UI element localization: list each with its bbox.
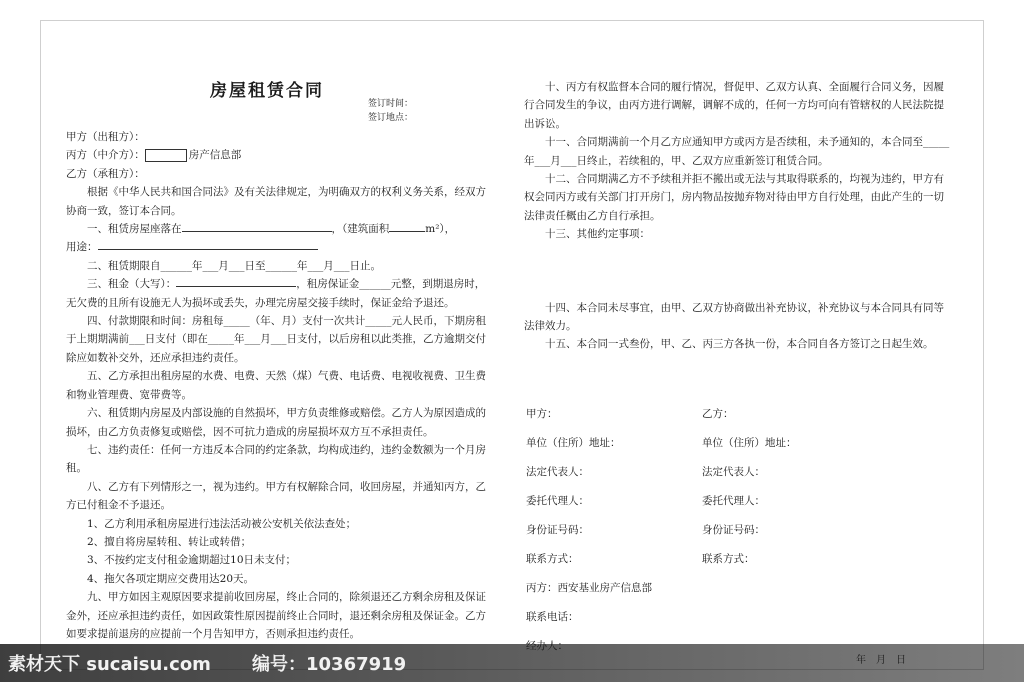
clause-11: 十一、合同期满前一个月乙方应通知甲方或丙方是否续租，未予通知的，本合同至_____年___月___日终止，若续租的，甲、乙双方应重新签订租赁合同。 <box>524 136 950 167</box>
agency-name-box <box>145 149 187 162</box>
clause-9: 九、甲方如因主观原因要求提前收回房屋，终止合同的，除须退还乙方剩余房租及保证金外，还应承担违约责任，如因政策性原因提前终止合同时，退还剩余房租及保证金。乙方如要求提前退房的应提前一个月告知甲方，否则承担违约责任。 <box>66 591 486 640</box>
clause-14: 十四、本合同未尽事宜，由甲、乙双方协商做出补充协议，补充协议与本合同具有同等法律效力。 <box>524 301 944 333</box>
clause-1-text-c: m²）， <box>425 223 456 236</box>
clause-10: 十、丙方有权监督本合同的履行情况，督促甲、乙双方认真、全面履行合同义务，因履行合同发生的争议，由丙方进行调解，调解不成的，任何一方均可向有管辖权的人民法院提出诉讼。 <box>524 81 944 130</box>
usage-label: 用途： <box>66 241 98 254</box>
party-a-line: 甲方（出租方）： <box>66 131 145 143</box>
clause-13: 十三、其他约定事项： <box>545 228 650 241</box>
clause-3-text-a: 三、租金（大写）： <box>87 278 177 291</box>
watermark-number: 编号：10367919 <box>252 654 407 675</box>
left-column <box>66 128 494 643</box>
sign-a-agent: 委托代理人： <box>526 495 589 507</box>
sign-b-legal-rep: 法定代表人： <box>702 466 765 478</box>
contract-title: 房屋租赁合同 <box>210 81 324 101</box>
area-blank <box>389 220 425 232</box>
clause-8-item-3: 3、不按约定支付租金逾期超过10日未支付； <box>87 554 297 567</box>
clause-12: 十二、合同期满乙方不予续租并拒不搬出或无法与其取得联系的，均视为违约，甲方有权会同丙方或有关部门打开房门，房内物品按抛弃物对待由甲方自行处理，由此产生的一切法律责任概由乙方自行承担。 <box>524 173 944 222</box>
watermark-site: 素材天下 sucaisu.com <box>8 654 211 675</box>
address-blank <box>182 220 332 232</box>
sign-b-party: 乙方： <box>702 408 734 420</box>
clause-3-text-b: ，租房保证金______元整，到期退房时，无欠费的且所有设施无人为损坏或丢失，办理完房屋交接手续时，保证金给予退还。 <box>66 278 486 309</box>
usage-line <box>66 238 494 256</box>
clause-4: 四、付款期限和时间：房租每_____（年、月）支付一次共计_____元人民币，下期房租于上期期满前___日支付（即在_____年___月___日支付，以后房租以此类推，乙方逾期交付除应如数补交外，还应承担违约责任。 <box>66 315 486 364</box>
clause-1-text-a: 一、租赁房屋座落在 <box>87 223 182 236</box>
clause-7: 七、违约责任：任何一方违反本合同的约定条款，均构成违约，违约金数额为一个月房租。 <box>66 443 486 475</box>
sign-a-legal-rep: 法定代表人： <box>526 466 589 478</box>
clause-8-item-2: 2、擅自将房屋转租、转让或转借； <box>87 535 252 548</box>
sign-b-id: 身份证号码： <box>702 524 765 536</box>
sign-a-id: 身份证号码： <box>526 524 589 536</box>
clause-5: 五、乙方承担出租房屋的水费、电费、天然（煤）气费、电话费、电视收视费、卫生费和物业管理费、宽带费等。 <box>66 370 486 401</box>
sign-date: 年 月 日 <box>856 655 906 666</box>
sign-a-contact: 联系方式： <box>526 553 579 565</box>
clause-1 <box>66 220 494 238</box>
clause-8: 八、乙方有下列情形之一，视为违约。甲方有权解除合同，收回房屋，并通知丙方，乙方已付租金不予退还。 <box>66 480 486 512</box>
party-c-line <box>66 146 494 164</box>
sign-place-label: 签订地点： <box>368 113 414 123</box>
clause-3 <box>66 275 494 312</box>
clause-8-item-4: 4、拖欠各项定期应交费用达20天。 <box>87 572 255 585</box>
sign-a-address: 单位（住所）地址： <box>526 437 621 449</box>
usage-blank <box>98 238 318 250</box>
party-c-prefix: 丙方（中介方）： <box>66 149 145 162</box>
sign-time-label: 签订时间： <box>368 99 414 109</box>
sign-c-party: 丙方：西安基业房产信息部 <box>526 582 652 594</box>
party-c-suffix: 房产信息部 <box>188 149 242 162</box>
intro-paragraph: 根据《中华人民共和国合同法》及有关法律规定，为明确双方的权利义务关系，经双方协商一致，签订本合同。 <box>66 186 486 217</box>
clause-15: 十五、本合同一式叁份，甲、乙、丙三方各执一份，本合同自各方签订之日起生效。 <box>545 338 934 351</box>
clause-1-text-b: ，（建筑面积 <box>331 223 390 236</box>
right-column <box>524 78 950 354</box>
other-terms-space <box>524 244 950 299</box>
party-b-line: 乙方（承租方）： <box>66 167 145 180</box>
sign-c-phone: 联系电话： <box>526 611 579 623</box>
clause-8-item-1: 1、乙方利用承租房屋进行违法活动被公安机关依法查处； <box>87 517 357 530</box>
clause-2: 二、租赁期限自______年___月___日至______年___月___日止。 <box>87 259 381 272</box>
sign-a-party: 甲方： <box>526 408 558 420</box>
clause-6: 六、租赁期内房屋及内部设施的自然损坏，甲方负责维修或赔偿。乙方人为原因造成的损坏，由乙方负责修复或赔偿，因不可抗力造成的房屋损坏双方互不承担责任。 <box>66 407 486 438</box>
rent-amount-blank <box>176 275 296 287</box>
sign-b-address: 单位（住所）地址： <box>702 437 797 449</box>
sign-b-agent: 委托代理人： <box>702 495 765 507</box>
sign-b-contact: 联系方式： <box>702 553 755 565</box>
